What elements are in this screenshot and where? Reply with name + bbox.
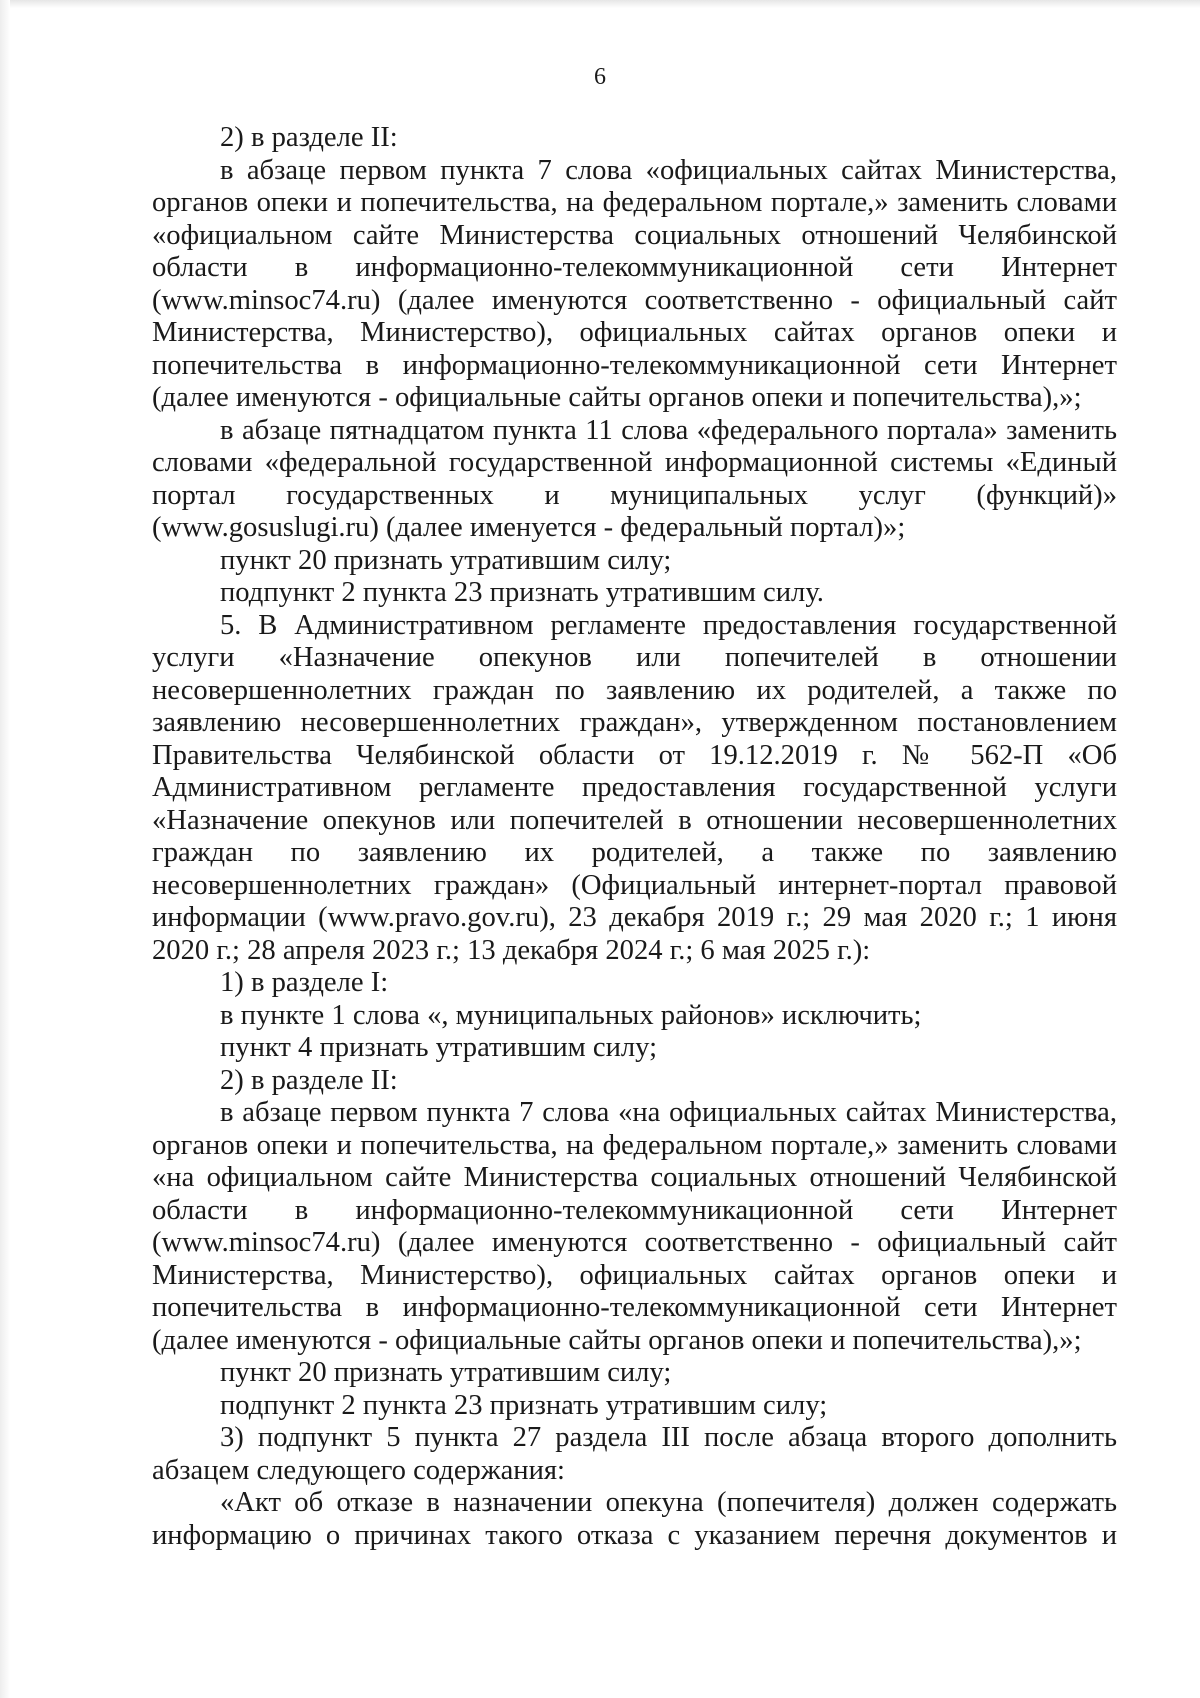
- paragraph-item-11-amendment: в абзаце пятнадцатом пункта 11 слова «федерального портала» заменить словами «федеральной государственной информационной системы «Единый портал государственных и муниципальных услуг (функций)» (www.gosuslugi.ru) (далее именуется - федеральный портал)»;: [152, 414, 1117, 543]
- paragraph-section-2-header-second: 2) в разделе II:: [220, 1064, 398, 1096]
- paragraph-item-7-amendment-second: в абзаце первом пункта 7 слова «на официальных сайтах Министерства, органов опеки и попечительства, на федеральном портале,» заменить словами «на официальном сайте Министерства социальных отношений Челябинской области в информационно-телекоммуникационной сети Интернет (www.minsoc74.ru) (далее именуются соответственно - официальный сайт Министерства, Министерство), официальных сайтах органов опеки и попечительства в информационно-телекоммуникационной сети Интернет (далее именуются - официальные сайты органов опеки и попечительства),»;: [152, 1097, 1117, 1356]
- paragraph-item-7-amendment: в абзаце первом пункта 7 слова «официальных сайтах Министерства, органов опеки и попечительства, на федеральном портале,» заменить словами «официальном сайте Министерства социальных отношений Челябинской области в информационно-телекоммуникационной сети Интернет (www.minsoc74.ru) (далее именуются соответственно - официальный сайт Министерства, Министерство), официальных сайтах органов опеки и попечительства в информационно-телекоммуникационной сети Интернет (далее именуются - официальные сайты органов опеки и попечительства),»;: [152, 154, 1117, 413]
- paragraph-item-1-amendment: в пункте 1 слова «, муниципальных районов» исключить;: [220, 999, 922, 1031]
- paragraph-section-1-header: 1) в разделе I:: [220, 967, 389, 998]
- page-number: 6: [594, 64, 606, 90]
- paragraph-section-2-header: 2) в разделе II:: [220, 122, 398, 153]
- scan-edge-left: [0, 0, 10, 1698]
- paragraph-section-3-amendment: 3) подпункт 5 пункта 27 раздела III после абзаца второго дополнить абзацем следующего содержания:: [152, 1422, 1117, 1486]
- scan-edge-top: [0, 0, 1200, 8]
- paragraph-item-20-repeal: пункт 20 признать утратившим силу;: [220, 544, 672, 576]
- paragraph-quoted-act: «Акт об отказе в назначении опекуна (попечителя) должен содержать информацию о причинах такого отказа с указанием перечня документов и: [152, 1487, 1117, 1551]
- paragraph-item-20-repeal-second: пункт 20 признать утратившим силу;: [220, 1357, 672, 1388]
- paragraph-item-23-repeal-second: подпункт 2 пункта 23 признать утратившим силу;: [220, 1389, 828, 1421]
- document-body: [152, 122, 1117, 1552]
- paragraph-clause-5: 5. В Административном регламенте предоставления государственной услуги «Назначение опекунов или попечителей в отношении несовершеннолетних граждан по заявлению их родителей, а также по заявлению несовершеннолетних граждан», утвержденном постановлением Правительства Челябинской области от 19.12.2019 г. № 562-П «Об Административном регламенте предоставления государственной услуги «Назначение опекунов или попечителей в отношении несовершеннолетних граждан по заявлению их родителей, а также по заявлению несовершеннолетних граждан» (Официальный интернет-портал правовой информации (www.pravo.gov.ru), 23 декабря 2019 г.; 29 мая 2020 г.; 1 июня 2020 г.; 28 апреля 2023 г.; 13 декабря 2024 г.; 6 мая 2025 г.):: [152, 609, 1117, 966]
- paragraph-item-4-repeal: пункт 4 признать утратившим силу;: [220, 1032, 658, 1063]
- paragraph-item-23-repeal: подпункт 2 пункта 23 признать утратившим силу.: [220, 577, 824, 608]
